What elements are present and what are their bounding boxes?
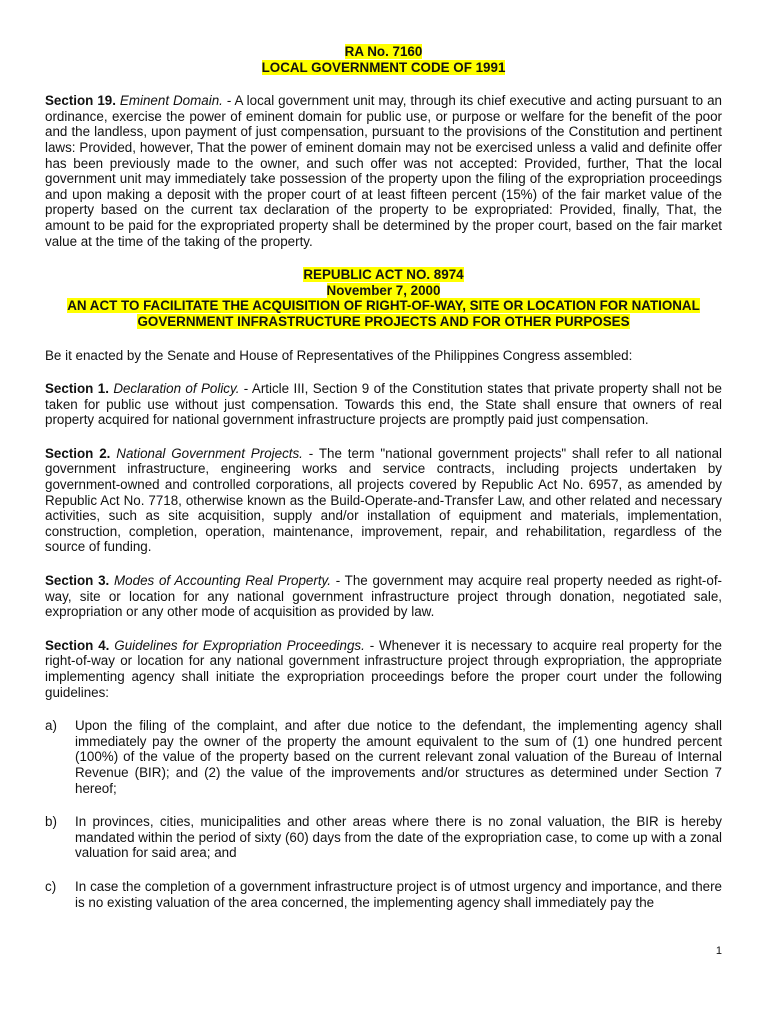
section-2-text: - The term "national government projects" shall refer to all national government infrastructure, engineering works and service contracts, including projects undertaken by government-owned and controlled corporations, all projects covered by Republic Act No. 6957, as amended by Republic Act No. 7718, otherwise known as the Build-Operate-and-Transfer Law, and other related and necessary activities, such as site acquisition, supply and/or installation of equipment and materials, implementation, construction, completion, operation, maintenance, improvement, repair, and rehabilitation, regardless of the source of funding.	[45, 445, 722, 555]
list-marker: c)	[45, 878, 57, 894]
section-4-paragraph	[45, 638, 722, 700]
document-page	[45, 44, 722, 928]
section-4-title: Guidelines for Expropriation Proceedings.	[114, 637, 365, 653]
section-4-text: - Whenever it is necessary to acquire real property for the right-of-way or location for any national government infrastructure project through expropriation, the appropriate implementing agency shall initiate the expropriation proceedings before the proper court under the following guidelines:	[45, 637, 722, 700]
section-19-text: - A local government unit may, through its chief executive and acting pursuant to an ordinance, exercise the power of eminent domain for public use, or purpose or welfare for the benefit of the poor and the landless, upon payment of just compensation, pursuant to the provisions of the Constitution and pertinent laws: Provided, however, That the power of eminent domain may not be exercised unless a valid and definite offer has been previously made to the owner, and such offer was not accepted: Provided, further, That the local government unit may immediately take possession of the property upon the filing of the expropriation proceedings and upon making a deposit with the proper court of at least fifteen percent (15%) of the fair market value of the property based on the current tax declaration of the property to be expropriated: Provided, finally, That, the amount to be paid for the expropriated property shall be determined by the proper court, based on the fair market value at the time of the taking of the property.	[45, 93, 722, 249]
act-date: November 7, 2000	[326, 282, 441, 298]
list-item	[45, 814, 722, 861]
act-number-title: REPUBLIC ACT NO. 8974	[303, 267, 464, 283]
code-title: LOCAL GOVERNMENT CODE OF 1991	[261, 59, 506, 75]
act-title-line-1: AN ACT TO FACILITATE THE ACQUISITION OF RIGHT-OF-WAY, SITE OR LOCATION FOR NATIONAL	[67, 298, 700, 314]
section-1-text: - Article III, Section 9 of the Constitution states that private property shall not be taken for public use without just compensation. Towards this end, the State shall ensure that owners of real property acquired for national government infrastructure projects are promptly paid just compensation.	[45, 381, 722, 428]
list-item-text: In provinces, cities, municipalities and other areas where there is no zonal valuation, the BIR is hereby mandated within the period of sixty (60) days from the date of the expropriation case, to come up with a zonal valuation for said area; and	[75, 814, 722, 861]
section-2-label: Section 2.	[45, 445, 111, 461]
section-3-paragraph	[45, 573, 722, 620]
section-3-title: Modes of Accounting Real Property.	[114, 573, 331, 589]
ra-number-title: RA No. 7160	[344, 44, 423, 59]
section-19-title: Eminent Domain.	[119, 93, 223, 109]
list-item	[45, 879, 722, 910]
section-19-label: Section 19.	[45, 93, 116, 109]
list-item	[45, 718, 722, 796]
section-19-paragraph	[45, 93, 722, 249]
enacting-clause: Be it enacted by the Senate and House of Representatives of the Philippines Congress assembled:	[45, 347, 633, 363]
section-1-paragraph	[45, 381, 722, 428]
ra-8974-heading	[45, 267, 722, 329]
section-1-label: Section 1.	[45, 381, 109, 397]
section-4-label: Section 4.	[45, 637, 110, 653]
section-2-title: National Government Projects.	[116, 445, 303, 461]
list-marker: a)	[45, 718, 57, 734]
list-marker: b)	[45, 814, 57, 830]
section-3-label: Section 3.	[45, 573, 110, 589]
section-3-text: - The government may acquire real property needed as right-of-way, site or location for any national government infrastructure project through donation, negotiated sale, expropriation or any other mode of acquisition as provided by law.	[45, 573, 722, 620]
list-item-text: Upon the filing of the complaint, and after due notice to the defendant, the implementing agency shall immediately pay the owner of the property the amount equivalent to the sum of (1) one hundred percent (100%) of the value of the property based on the current relevant zonal valuation of the Bureau of Internal Revenue (BIR); and (2) the value of the improvements and/or structures as determined under Section 7 hereof;	[75, 718, 722, 796]
act-title-line-2: GOVERNMENT INFRASTRUCTURE PROJECTS AND FOR OTHER PURPOSES	[137, 313, 630, 329]
section-2-paragraph	[45, 446, 722, 555]
list-item-text: In case the completion of a government infrastructure project is of utmost urgency and importance, and there is no existing valuation of the area concerned, the implementing agency shall immediately pay the	[75, 878, 722, 910]
guidelines-list	[45, 718, 722, 910]
page-number: 1	[715, 945, 722, 957]
ra-7160-heading	[45, 44, 722, 75]
section-1-title: Declaration of Policy.	[113, 381, 240, 397]
